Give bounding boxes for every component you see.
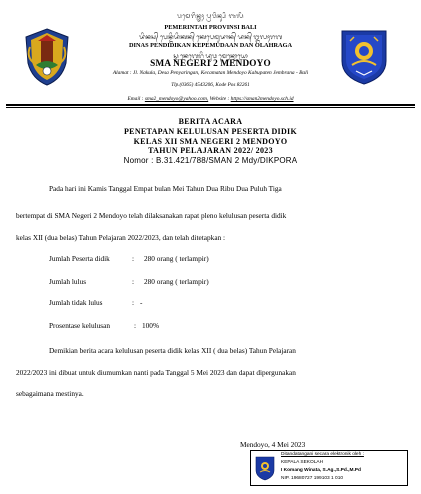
field-value-passed: 280 orang ( terlampir) bbox=[144, 277, 209, 286]
paragraph-2-line-2: 2022/2023 ini dibuat untuk diumumkan nanti pada Tanggal 5 Mei 2023 dan dapat dipergunakan bbox=[16, 368, 296, 377]
letterhead-divider bbox=[6, 104, 415, 106]
field-label-not-passed: Jumlah tidak lulus bbox=[49, 298, 103, 307]
document-subtitle-class: KELAS XII SMA NEGERI 2 MENDOYO bbox=[133, 137, 288, 146]
document-subtitle: PENETAPAN KELULUSAN PESERTA DIDIK bbox=[124, 127, 297, 136]
paragraph-1-line-3: kelas XII (dua belas) Tahun Pelajaran 2022/2023, dan telah ditetapkan : bbox=[16, 233, 226, 242]
field-value-participants: 280 orang ( terlampir) bbox=[144, 254, 209, 263]
email-label: Email : bbox=[127, 96, 144, 102]
field-label-percentage: Prosentase kelulusan bbox=[49, 321, 110, 330]
field-separator: : bbox=[132, 298, 135, 307]
paragraph-1-line-2: bertempat di SMA Negeri 2 Mendoyo telah dilaksanakan rapat pleno kelulusan peserta didik bbox=[16, 211, 287, 220]
letterhead-divider-thin bbox=[6, 107, 415, 108]
signer-name: I Komang Winata, S.Ag.,S.Pd.,M.Pd bbox=[281, 468, 361, 473]
paragraph-2-line-3: sebagaimana mestinya. bbox=[16, 389, 84, 398]
document-number: Nomor : B.31.421/788/SMAN 2 Mdy/DIKPORA bbox=[123, 156, 298, 165]
school-address: Alamat : Jl. Nakula, Desa Penyaringan, Kecamatan Mendoyo Kabupaten Jembrana - Bali bbox=[112, 70, 309, 76]
school-phone: Tlp.(0365) 4543206, Kode Pos 82261 bbox=[171, 82, 250, 88]
org-name-department: DINAS PENDIDIKAN KEPEMUDAAN DAN OLAHRAGA bbox=[128, 42, 293, 49]
field-label-participants: Jumlah Peserta didik bbox=[49, 254, 110, 263]
email-link[interactable]: sma2_mendoyo@yahoo.com, bbox=[144, 96, 209, 102]
field-separator: : bbox=[134, 321, 137, 330]
paragraph-1-line-1: Pada hari ini Kamis Tanggal Empat bulan Mei Tahun Dua Ribu Dua Puluh Tiga bbox=[49, 184, 282, 193]
balinese-script-line-2: ᬤᬶᬦᬲ᭄ ᬧᬾᬦ᭄ᬤᬶᬤᬶᬓᬦ᭄ ᬓᬾᬧᬾᬫᬸᬤᬵᬦ᭄ ᬤᬦ᭄ ᬑᬮᬄᬭᬕ bbox=[138, 34, 283, 41]
document-subtitle-year: TAHUN PELAJARAN 2022/ 2023 bbox=[148, 146, 273, 155]
website-label: Website : bbox=[209, 96, 230, 102]
school-name: SMA NEGERI 2 MENDOYO bbox=[150, 58, 271, 68]
contact-line bbox=[0, 96, 421, 102]
signature-place-date: Mendoyo, 4 Mei 2023 bbox=[240, 440, 306, 449]
signer-position: KEPALA SEKOLAH bbox=[281, 460, 324, 465]
signature-seal-icon bbox=[254, 455, 276, 481]
org-name-province: PEMERINTAH PROVINSI BALI bbox=[164, 24, 257, 31]
balinese-script-line-3: ᬲ᭄ᬫ ᬦᬾᬕᬾᬭᬶ ᬤᬸᬯ ᬫᬾᬦ᭄ᬤᭀᬬᭀ bbox=[173, 53, 248, 60]
field-separator: : bbox=[132, 254, 135, 263]
field-label-passed: Jumlah lulus bbox=[49, 277, 87, 286]
signature-note: Ditandatangani secara elektronik oleh : bbox=[281, 452, 364, 457]
website-link[interactable]: https://sman2mendoyo.sch.id bbox=[230, 96, 294, 102]
field-separator: : bbox=[132, 277, 135, 286]
paragraph-2-line-1: Demikian berita acara kelulusan peserta didik kelas XII ( dua belas) Tahun Pelajaran bbox=[49, 346, 296, 355]
field-value-percentage: 100% bbox=[142, 321, 160, 330]
document-title: BERITA ACARA bbox=[178, 117, 243, 126]
field-value-not-passed: - bbox=[140, 298, 143, 307]
signer-nip: NIP. 19680727 199103 1 010 bbox=[281, 476, 344, 481]
balinese-script-line: ᬧᬫᬾᬭᬶᬦ᭄ᬢᬄ ᬧ᭄ᬭᬯᬶᬦ᭄ᬲᬶ ᬩᬮᬶ bbox=[176, 14, 245, 20]
